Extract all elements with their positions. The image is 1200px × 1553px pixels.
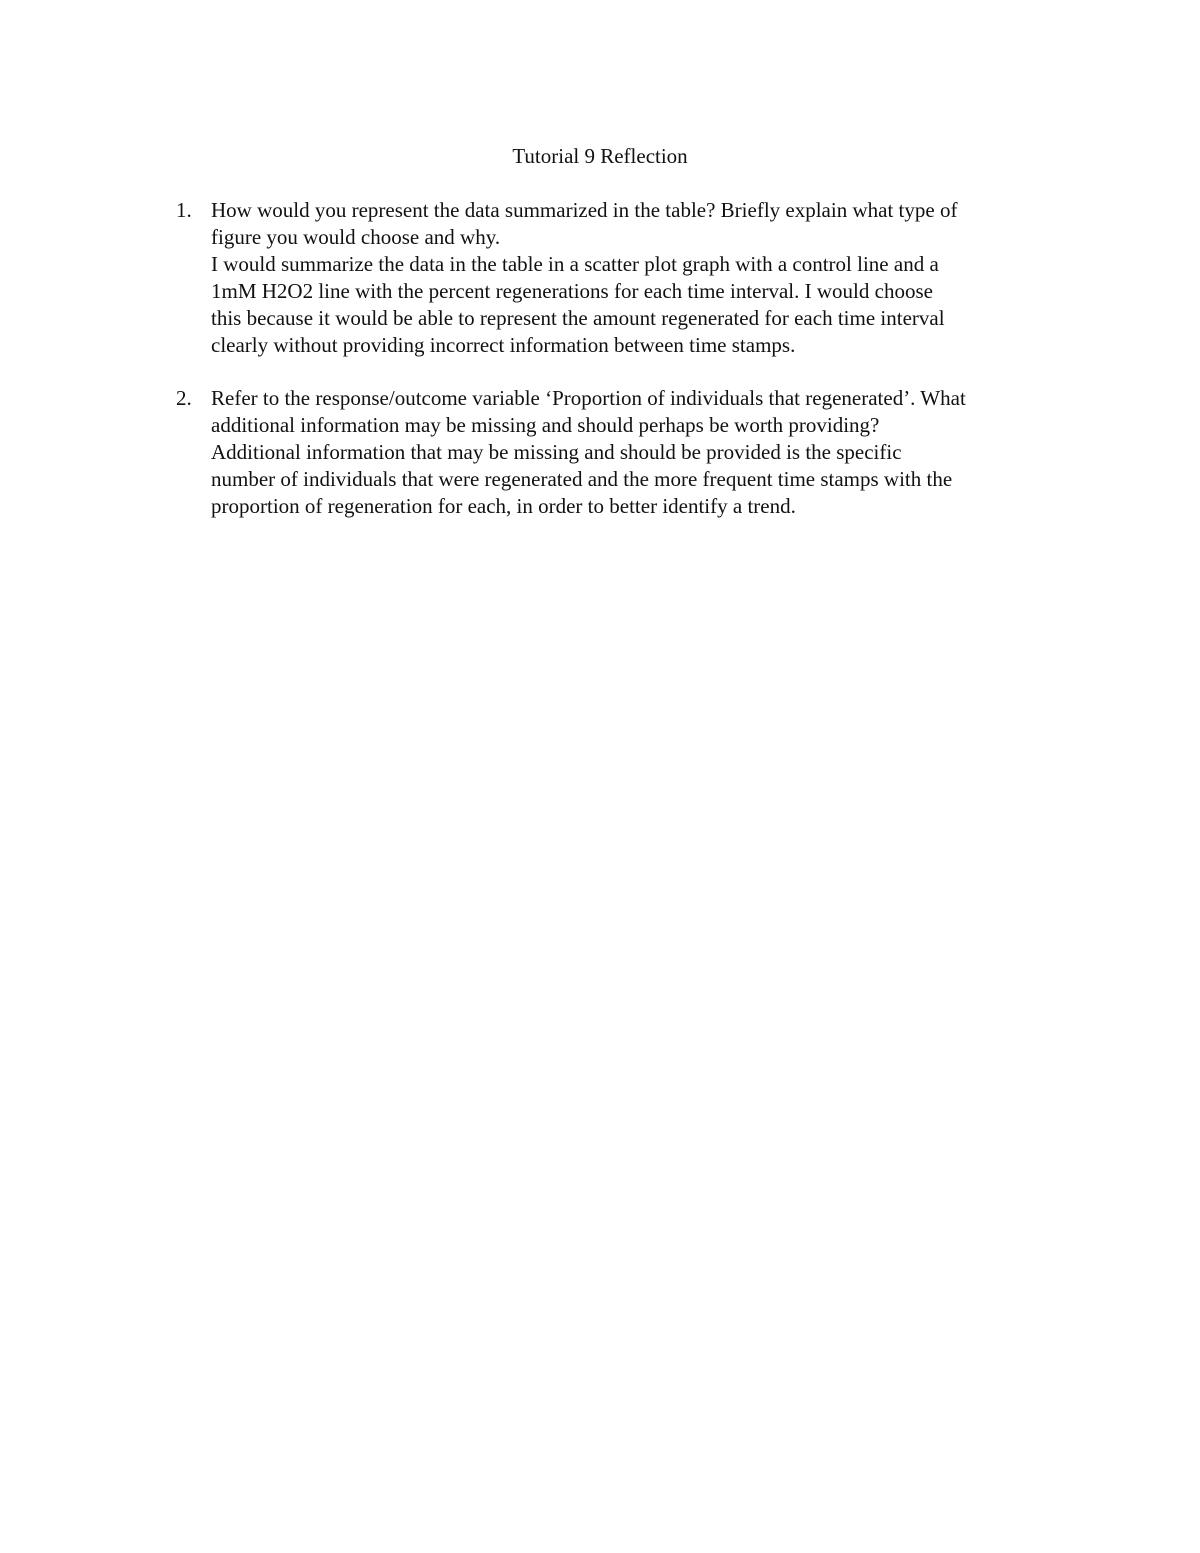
answer-line: clearly without providing incorrect information between time stamps.	[211, 333, 796, 357]
document-title: Tutorial 9 Reflection	[512, 144, 688, 168]
item-body	[211, 197, 1076, 359]
question-line: Refer to the response/outcome variable ‘Proportion of individuals that regenerated’. What	[211, 386, 966, 410]
answer-line: this because it would be able to represent the amount regenerated for each time interval	[211, 306, 945, 330]
item-body	[211, 385, 1076, 520]
item-number: 1.	[176, 198, 192, 222]
answer-line: I would summarize the data in the table in a scatter plot graph with a control line and a	[211, 252, 939, 276]
question-line: How would you represent the data summarized in the table? Briefly explain what type of	[211, 198, 958, 222]
answer-line: 1mM H2O2 line with the percent regenerations for each time interval. I would choose	[211, 279, 933, 303]
question-line: figure you would choose and why.	[211, 225, 501, 249]
answer-line: number of individuals that were regenerated and the more frequent time stamps with the	[211, 467, 953, 491]
answer-line: proportion of regeneration for each, in order to better identify a trend.	[211, 494, 796, 518]
item-number: 2.	[176, 386, 192, 410]
answer-line: Additional information that may be missing and should be provided is the specific	[211, 440, 902, 464]
question-line: additional information may be missing and should perhaps be worth providing?	[211, 413, 880, 437]
question-item-1	[176, 197, 1076, 359]
question-item-2	[176, 385, 1076, 520]
